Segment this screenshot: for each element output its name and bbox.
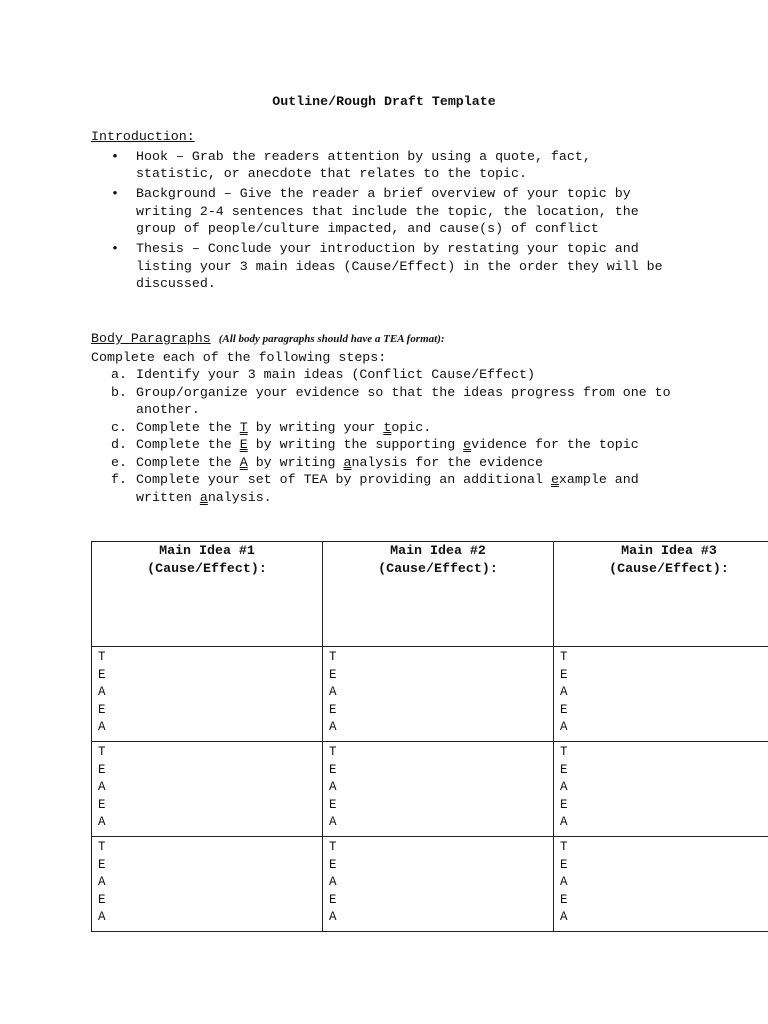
main-idea-header-3 [554, 542, 768, 647]
step-text: nalysis. [207, 489, 272, 505]
step-text: Complete the [136, 419, 240, 435]
tea-letter: E [98, 762, 106, 777]
introduction-section [91, 128, 691, 295]
step-marker: e. [111, 454, 127, 470]
tea-cell[interactable] [92, 837, 323, 932]
step-key-letter: e [463, 437, 472, 452]
tea-letter: A [560, 815, 568, 829]
body-intro: Complete each of the following steps: [91, 349, 387, 365]
tea-letter: T [98, 745, 106, 759]
step-item [91, 419, 696, 437]
step-text: nalysis for the evidence [351, 454, 543, 470]
tea-letter: A [560, 910, 568, 924]
tea-letter: A [329, 780, 337, 794]
tea-letter: A [329, 720, 337, 734]
tea-letter: A [560, 720, 568, 734]
tea-letter: A [98, 875, 106, 889]
tea-letter: E [98, 892, 106, 907]
tea-letter: A [329, 685, 337, 699]
main-idea-title: Main Idea #3 [621, 543, 717, 558]
table-row [92, 837, 768, 932]
step-key-letter: A [239, 454, 248, 470]
tea-cell[interactable] [323, 837, 554, 932]
tea-letter: T [329, 745, 337, 759]
tea-letter: E [329, 702, 337, 717]
tea-letter: A [560, 875, 568, 889]
tea-letter: E [560, 892, 568, 907]
tea-cell[interactable] [92, 742, 323, 837]
step-item [91, 471, 696, 506]
tea-letter: T [560, 840, 568, 854]
step-marker: f. [111, 472, 127, 487]
step-text: Group/organize your evidence so that the ideas progress from one to another. [136, 384, 671, 417]
step-key-letter: a [199, 489, 208, 505]
step-item [91, 454, 696, 472]
tea-format-note: (All body paragraphs should have a TEA format): [218, 333, 445, 345]
step-key-letter: t [383, 419, 392, 435]
step-marker: d. [111, 437, 127, 452]
tea-letter: E [329, 797, 337, 812]
cause-effect-label: (Cause/Effect): [609, 560, 729, 576]
main-idea-table [91, 541, 768, 932]
tea-letter: T [329, 840, 337, 854]
tea-cell[interactable] [554, 742, 768, 837]
tea-letter: T [98, 650, 106, 664]
bullet-hook: • Hook – Grab the readers attention by using a quote, fact, statistic, or anecdote that relates to the topic. [111, 148, 591, 181]
tea-cell[interactable] [554, 647, 768, 742]
tea-letter: E [98, 667, 106, 682]
body-heading: Body Paragraphs [91, 331, 211, 346]
tea-cell[interactable] [554, 837, 768, 932]
tea-letter: T [560, 745, 568, 759]
step-text: Complete the [136, 437, 240, 452]
tea-letter: E [560, 857, 568, 872]
tea-letter: A [329, 815, 337, 829]
tea-letter: E [560, 797, 568, 812]
bullet-icon: • [111, 148, 119, 164]
tea-letter: A [329, 910, 337, 924]
tea-letter: E [560, 762, 568, 777]
tea-letter: E [329, 857, 337, 872]
step-marker: a. [111, 367, 127, 382]
cause-effect-label: (Cause/Effect): [147, 560, 267, 576]
tea-letter: T [329, 650, 337, 664]
steps-list [91, 366, 691, 506]
step-key-letter: a [343, 454, 352, 470]
step-item [91, 384, 696, 419]
main-idea-title: Main Idea #1 [159, 543, 255, 558]
step-text: opic. [391, 419, 432, 435]
body-heading-line [91, 330, 691, 349]
tea-letter: T [560, 650, 568, 664]
introduction-heading: Introduction: [91, 129, 195, 144]
step-text: Complete the [136, 454, 240, 470]
step-marker: b. [111, 384, 127, 400]
bullet-background: • Background – Give the reader a brief overview of your topic by writing 2-4 sentences that include the topic, the location, the group of people/culture impacted, and cause(s) of conflict [111, 186, 639, 236]
tea-letter: A [98, 685, 106, 699]
tea-letter: E [98, 702, 106, 717]
main-idea-header-1 [92, 542, 323, 647]
cause-effect-label: (Cause/Effect): [378, 560, 498, 576]
step-text: xample and written [136, 472, 639, 505]
tea-letter: E [98, 857, 106, 872]
tea-letter: A [560, 685, 568, 699]
tea-letter: E [560, 667, 568, 682]
tea-letter: E [98, 797, 106, 812]
introduction-bullets [91, 148, 691, 293]
step-text: by writing your [247, 419, 384, 435]
tea-letter: A [560, 780, 568, 794]
tea-letter: A [329, 875, 337, 889]
step-key-letter: T [239, 419, 248, 435]
tea-letter: A [98, 780, 106, 794]
tea-letter: A [98, 720, 106, 734]
bullet-icon: • [111, 186, 119, 201]
step-marker: c. [111, 419, 127, 435]
main-idea-title: Main Idea #2 [390, 543, 486, 558]
table-row [92, 647, 768, 742]
step-item [91, 436, 696, 454]
step-key-letter: e [550, 472, 559, 487]
page-title: Outline/Rough Draft Template [272, 94, 496, 109]
step-text: by writing the supporting [247, 437, 464, 452]
tea-letter: E [329, 762, 337, 777]
step-item [91, 366, 696, 384]
step-key-letter: E [239, 437, 248, 452]
step-text: by writing [247, 454, 344, 470]
tea-letter: E [560, 702, 568, 717]
tea-letter: T [98, 840, 106, 854]
step-text: Complete your set of TEA by providing an additional [136, 472, 551, 487]
tea-letter: E [329, 892, 337, 907]
table-header-row [92, 542, 768, 647]
tea-cell[interactable] [323, 742, 554, 837]
body-paragraphs-section [91, 330, 691, 506]
tea-cell[interactable] [92, 647, 323, 742]
main-idea-header-2 [323, 542, 554, 647]
tea-letter: E [329, 667, 337, 682]
tea-letter: A [98, 815, 106, 829]
step-text: Identify your 3 main ideas (Conflict Cause/Effect) [136, 367, 535, 382]
tea-cell[interactable] [323, 647, 554, 742]
step-text: vidence for the topic [471, 437, 639, 452]
bullet-icon: • [111, 241, 119, 256]
table-row [92, 742, 768, 837]
tea-letter: A [98, 910, 106, 924]
bullet-thesis: • Thesis – Conclude your introduction by restating your topic and listing your 3 main ideas (Cause/Effect) in the order they will be discussed. [111, 241, 663, 291]
